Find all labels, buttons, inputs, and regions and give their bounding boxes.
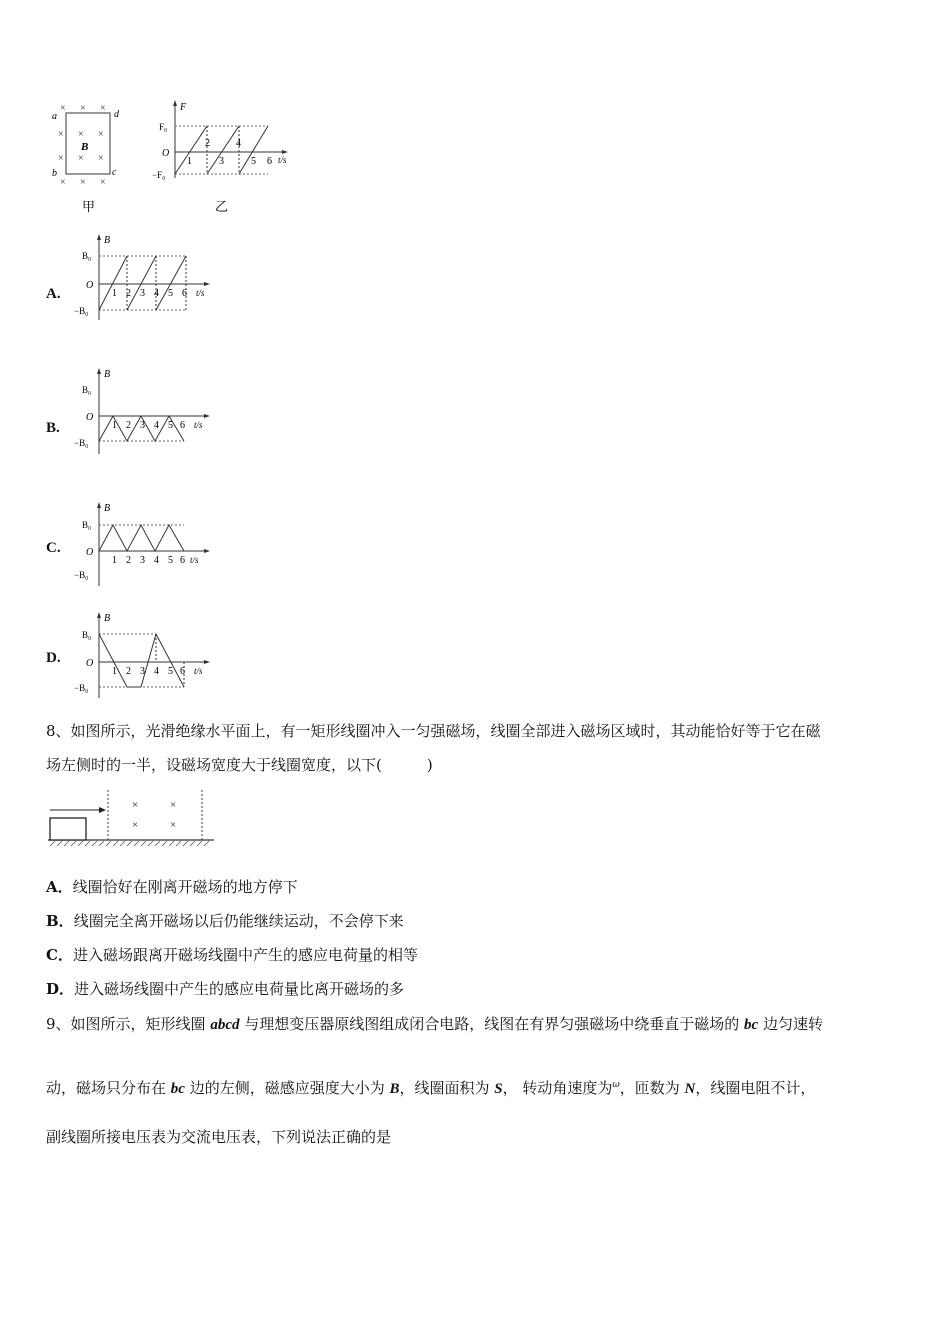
origin-label: O: [86, 547, 94, 558]
b-triangle-wave: [99, 525, 184, 551]
q9-line2: 动，磁场只分布在 bc 边的左侧，磁感应强度大小为 B，线圈面积为 S， 转动角速度为$^\omega$，匝数为 N，线圈电阻不计，: [46, 1079, 816, 1097]
q8-line2: 场左侧时的一半，设磁场宽度大于线圈宽度，以下( ): [46, 756, 433, 774]
option-c-letter: C.: [46, 540, 61, 556]
svg-text:×: ×: [80, 103, 86, 114]
axis-label-t: t/s: [190, 555, 199, 565]
tick-5: 5: [168, 288, 173, 299]
option-d-letter: D.: [46, 650, 61, 666]
svg-text:×: ×: [60, 103, 66, 114]
axis-label-F: F: [180, 102, 187, 113]
q8-stem: [46, 714, 914, 782]
q8-line1: 8、如图所示，光滑绝缘水平面上，有一矩形线圈冲入一匀强磁场，线圈全部进入磁场区域时，其动能恰好等于它在磁: [46, 722, 821, 740]
tick-3: 3: [140, 420, 145, 431]
axis-label-B: B: [104, 369, 111, 380]
axis-label-B: B: [104, 235, 111, 246]
tick-6: 6: [180, 555, 185, 566]
q8-option-c-letter: C．: [46, 946, 73, 964]
tick-B0: B₀: [82, 251, 92, 261]
axis-label-t: t/s: [194, 420, 203, 430]
svg-text:×: ×: [170, 819, 177, 831]
svg-text:×: ×: [100, 177, 106, 188]
corner-b: b: [52, 168, 57, 179]
tick-5: 5: [168, 420, 173, 431]
tick-3: 3: [140, 666, 145, 677]
tick-4: 4: [154, 288, 159, 299]
corner-d: d: [114, 109, 119, 120]
tick-2: 2: [126, 288, 131, 299]
field-label: B: [81, 141, 89, 153]
origin-label: O: [86, 658, 94, 669]
tick-negB0: −B₀: [74, 570, 89, 580]
tick-negB0: −B₀: [74, 683, 89, 693]
tick-5: 5: [168, 555, 173, 566]
tick-1: 1: [112, 420, 117, 431]
tick-6: 6: [180, 666, 185, 677]
option-b-graph[interactable]: [72, 366, 217, 458]
svg-text:×: ×: [132, 819, 139, 831]
tick-6: 6: [182, 288, 187, 299]
q8-option-b-text: 线圈完全离开磁场以后仍能继续运动，不会停下来: [73, 912, 404, 930]
q8-figure: [44, 786, 216, 850]
corner-c: c: [112, 167, 117, 178]
q8-option-a-letter: A．: [46, 878, 73, 896]
q8-option-d-text: 进入磁场线圈中产生的感应电荷量比离开磁场的多: [74, 980, 405, 998]
option-b-letter: B.: [46, 420, 60, 436]
axis-label-B: B: [104, 613, 111, 624]
tick-negB0: −B₀: [74, 306, 89, 316]
axis-label-t: t/s: [194, 666, 203, 676]
tick-4: 4: [154, 666, 159, 677]
svg-text:×: ×: [100, 103, 106, 114]
q9-line3: 副线圈所接电压表为交流电压表，下列说法正确的是: [46, 1128, 392, 1146]
tick-negF0: −F₀: [152, 170, 166, 180]
svg-text:×: ×: [80, 177, 86, 188]
option-a-letter: A.: [46, 286, 61, 302]
tick-1: 1: [187, 156, 192, 167]
tick-5: 5: [251, 156, 256, 167]
tick-1: 1: [112, 666, 117, 677]
tick-4: 4: [154, 420, 159, 431]
figure-yi-force-graph: [150, 98, 300, 216]
q9-line1: 9、如图所示，矩形线圈 abcd 与理想变压器原线图组成闭合电路，线图在有界匀强磁场中绕垂直于磁场的 bc 边匀速转: [46, 1015, 823, 1033]
option-d-graph[interactable]: [72, 610, 217, 702]
svg-text:×: ×: [60, 177, 66, 188]
q8-option-a[interactable]: [46, 876, 298, 897]
tick-B0: B₀: [82, 520, 92, 530]
svg-text:×: ×: [58, 153, 64, 164]
axis-label-t: t/s: [278, 155, 287, 165]
tick-negB0: −B₀: [74, 438, 89, 448]
tick-2: 2: [126, 420, 131, 431]
caption-yi: 乙: [215, 199, 229, 214]
figure-jia: [44, 98, 134, 216]
velocity-arrow-icon: [99, 807, 106, 813]
option-a-graph[interactable]: [72, 232, 217, 324]
svg-text:×: ×: [98, 153, 104, 164]
svg-text:×: ×: [78, 153, 84, 164]
q8-option-b-letter: B．: [46, 912, 74, 930]
tick-6: 6: [180, 420, 185, 431]
coil-box: [50, 818, 86, 840]
tick-1: 1: [112, 288, 117, 299]
tick-2: 2: [205, 138, 210, 149]
q8-option-d[interactable]: [46, 978, 404, 999]
axis-label-t: t/s: [196, 288, 205, 298]
axis-label-B: B: [104, 503, 111, 514]
q8-option-d-letter: D．: [46, 980, 75, 998]
tick-4: 4: [154, 555, 159, 566]
q8-option-c[interactable]: [46, 944, 418, 965]
omega-symbol: ω: [612, 1080, 620, 1090]
svg-text:×: ×: [98, 129, 104, 140]
tick-F0: F₀: [159, 122, 168, 132]
tick-3: 3: [219, 156, 224, 167]
tick-2: 2: [126, 555, 131, 566]
tick-1: 1: [112, 555, 117, 566]
field-crosses: [132, 799, 176, 831]
caption-jia: 甲: [82, 199, 96, 214]
tick-5: 5: [168, 666, 173, 677]
b-trapezoid-wave: [99, 634, 184, 687]
svg-text:×: ×: [58, 129, 64, 140]
origin-label: O: [86, 412, 94, 423]
tick-6: 6: [267, 156, 272, 167]
svg-text:×: ×: [132, 799, 139, 811]
corner-a: a: [52, 111, 57, 122]
tick-2: 2: [126, 666, 131, 677]
tick-4: 4: [236, 138, 241, 149]
tick-3: 3: [140, 288, 145, 299]
origin-label: O: [162, 148, 170, 159]
svg-text:×: ×: [170, 799, 177, 811]
q8-option-a-text: 线圈恰好在刚离开磁场的地方停下: [72, 878, 298, 896]
svg-text:×: ×: [78, 129, 84, 140]
q8-option-c-text: 进入磁场跟离开磁场线圈中产生的感应电荷量的相等: [72, 946, 418, 964]
q8-option-b[interactable]: [46, 910, 404, 931]
b-sawtooth: [99, 256, 186, 310]
tick-B0: B₀: [82, 385, 92, 395]
tick-B0: B₀: [82, 630, 92, 640]
tick-3: 3: [140, 555, 145, 566]
ground-hatching: [50, 841, 209, 846]
origin-label: O: [86, 280, 94, 291]
option-c-graph[interactable]: [72, 500, 217, 590]
